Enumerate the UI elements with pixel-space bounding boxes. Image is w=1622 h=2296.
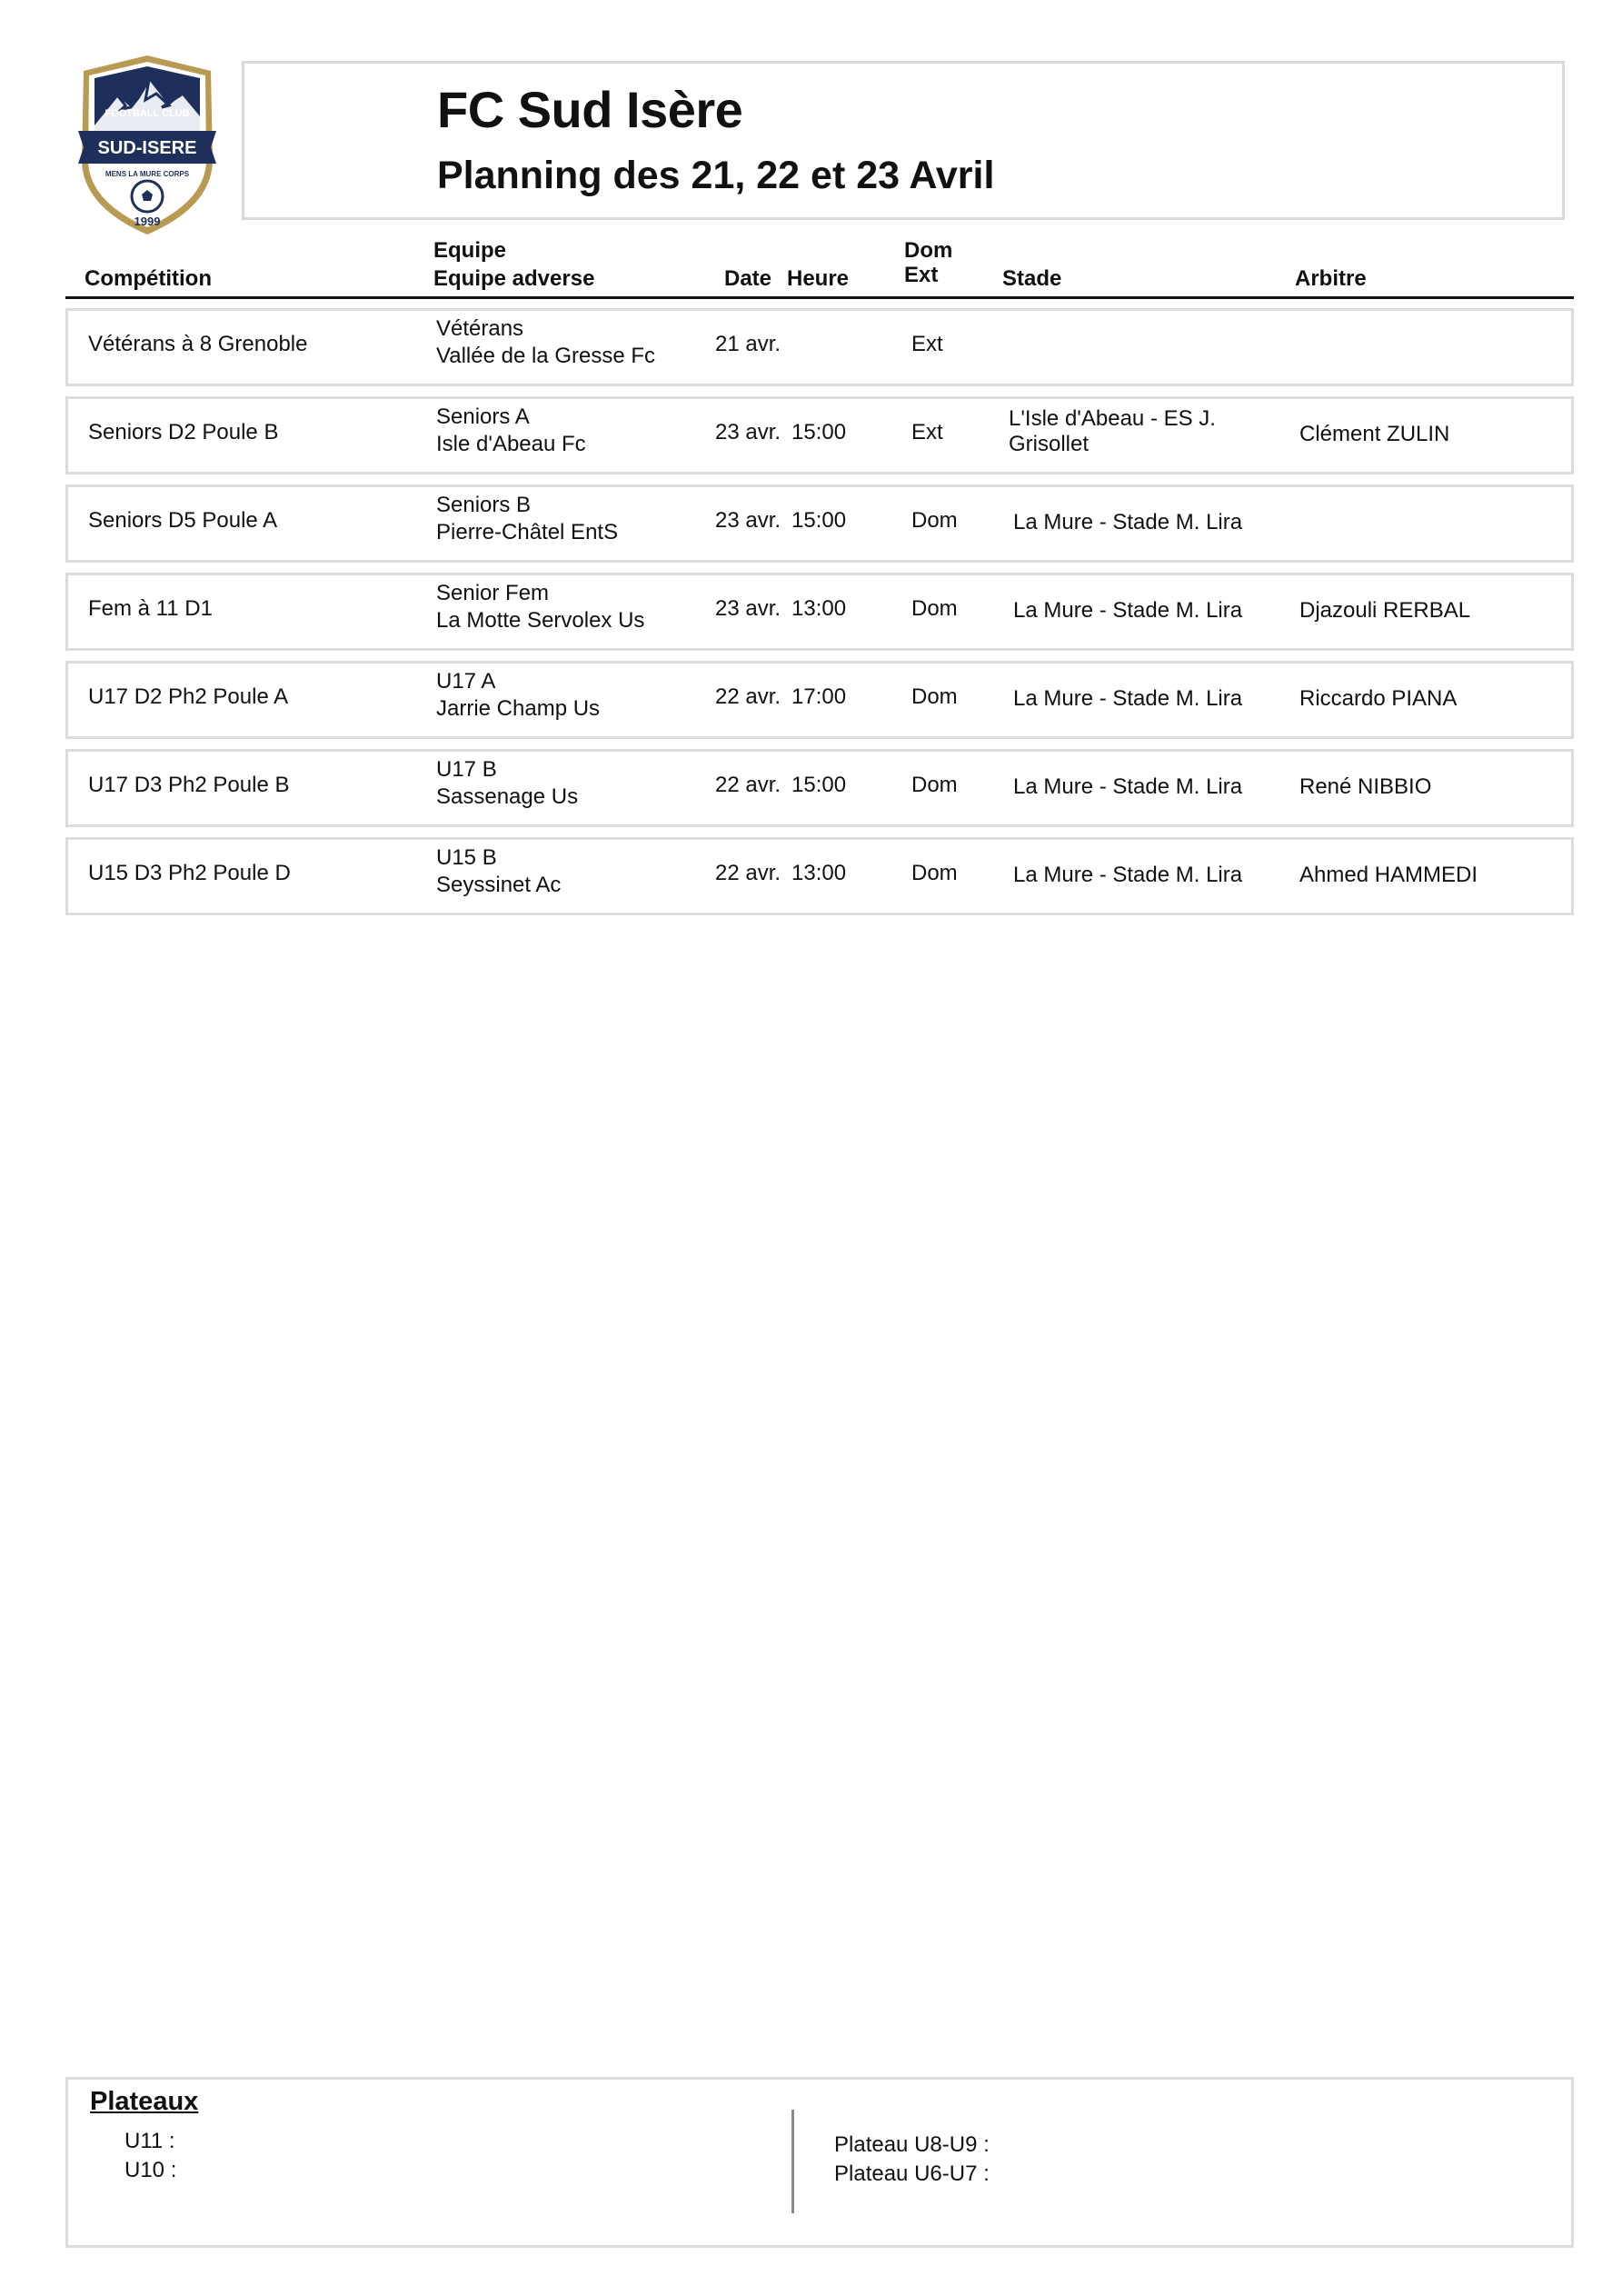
heure: 15:00 <box>791 420 847 444</box>
heure: 15:00 <box>791 773 847 797</box>
dom-ext: Ext <box>911 332 943 356</box>
col-competition: Compétition <box>85 266 212 291</box>
dom-ext: Dom <box>911 596 958 621</box>
stade: La Mure - Stade M. Lira <box>1013 863 1243 887</box>
heure: 17:00 <box>791 684 847 709</box>
date: 22 avr. <box>715 684 781 709</box>
dom-ext: Dom <box>911 861 958 885</box>
equipe-adverse: Seyssinet Ac <box>436 873 562 897</box>
match-row <box>65 573 1574 651</box>
dom-ext: Dom <box>911 508 958 533</box>
logo-sub-text: MENS LA MURE CORPS <box>104 170 190 178</box>
competition: U17 D2 Ph2 Poule A <box>88 684 289 709</box>
col-equipe-adverse: Equipe adverse <box>433 266 595 291</box>
date: 21 avr. <box>715 332 781 356</box>
equipe: U17 A <box>436 669 496 694</box>
competition: Seniors D2 Poule B <box>88 420 279 444</box>
match-row <box>65 484 1574 563</box>
dom-ext: Ext <box>911 420 943 444</box>
date: 22 avr. <box>715 861 781 885</box>
arbitre: Riccardo PIANA <box>1299 686 1458 711</box>
match-row <box>65 396 1574 474</box>
equipe: Seniors A <box>436 404 530 429</box>
col-heure: Heure <box>787 266 850 291</box>
heure: 13:00 <box>791 596 847 621</box>
col-ext: Ext <box>904 263 939 287</box>
plateau-u11: U11 : <box>124 2129 175 2153</box>
plateaux-title: Plateaux <box>90 2087 199 2116</box>
club-logo <box>75 53 220 238</box>
competition: U15 D3 Ph2 Poule D <box>88 861 291 885</box>
plateau-u10: U10 : <box>124 2158 177 2182</box>
arbitre: Djazouli RERBAL <box>1299 598 1471 623</box>
equipe: Vétérans <box>436 316 524 341</box>
title-box <box>242 61 1565 220</box>
stade: La Mure - Stade M. Lira <box>1013 774 1243 799</box>
match-row <box>65 661 1574 739</box>
logo-year-text: 1999 <box>134 215 161 228</box>
match-row <box>65 837 1574 915</box>
arbitre: Clément ZULIN <box>1299 422 1450 446</box>
match-row <box>65 308 1574 386</box>
col-arbitre: Arbitre <box>1295 266 1367 291</box>
equipe: Seniors B <box>436 493 532 517</box>
equipe-adverse: La Motte Servolex Us <box>436 608 645 633</box>
plateau-u8-u9: Plateau U8-U9 : <box>834 2132 990 2157</box>
plateaux-divider <box>791 2110 794 2213</box>
logo-banner-text: SUD-ISERE <box>97 138 197 158</box>
equipe-adverse: Vallée de la Gresse Fc <box>436 344 655 368</box>
equipe: U17 B <box>436 757 497 782</box>
col-stade: Stade <box>1002 266 1062 291</box>
competition: U17 D3 Ph2 Poule B <box>88 773 290 797</box>
stade: L'Isle d'Abeau - ES J. Grisollet <box>1009 406 1216 456</box>
equipe-adverse: Jarrie Champ Us <box>436 696 601 721</box>
arbitre: Ahmed HAMMEDI <box>1299 863 1478 887</box>
col-date: Date <box>724 266 772 291</box>
dom-ext: Dom <box>911 773 958 797</box>
date: 23 avr. <box>715 508 781 533</box>
date: 23 avr. <box>715 420 781 444</box>
club-name: FC Sud Isère <box>437 81 743 138</box>
col-equipe: Equipe <box>433 238 507 263</box>
col-dom: Dom <box>904 238 953 263</box>
equipe: U15 B <box>436 845 497 870</box>
heure: 15:00 <box>791 508 847 533</box>
header-divider <box>65 296 1574 299</box>
plateaux-box <box>65 2077 1574 2248</box>
competition: Fem à 11 D1 <box>88 596 213 621</box>
equipe: Senior Fem <box>436 581 550 605</box>
logo-top-text: FOOTBALL CLUB <box>104 108 190 119</box>
dom-ext: Dom <box>911 684 958 709</box>
stade: La Mure - Stade M. Lira <box>1013 598 1243 623</box>
date: 22 avr. <box>715 773 781 797</box>
competition: Vétérans à 8 Grenoble <box>88 332 308 356</box>
competition: Seniors D5 Poule A <box>88 508 278 533</box>
planning-title: Planning des 21, 22 et 23 Avril <box>437 154 995 197</box>
arbitre: René NIBBIO <box>1299 774 1432 799</box>
stade: La Mure - Stade M. Lira <box>1013 510 1243 534</box>
date: 23 avr. <box>715 596 781 621</box>
match-row <box>65 749 1574 827</box>
equipe-adverse: Isle d'Abeau Fc <box>436 432 586 456</box>
equipe-adverse: Pierre-Châtel EntS <box>436 520 619 544</box>
heure: 13:00 <box>791 861 847 885</box>
stade: La Mure - Stade M. Lira <box>1013 686 1243 711</box>
equipe-adverse: Sassenage Us <box>436 784 579 809</box>
plateau-u6-u7: Plateau U6-U7 : <box>834 2161 990 2186</box>
